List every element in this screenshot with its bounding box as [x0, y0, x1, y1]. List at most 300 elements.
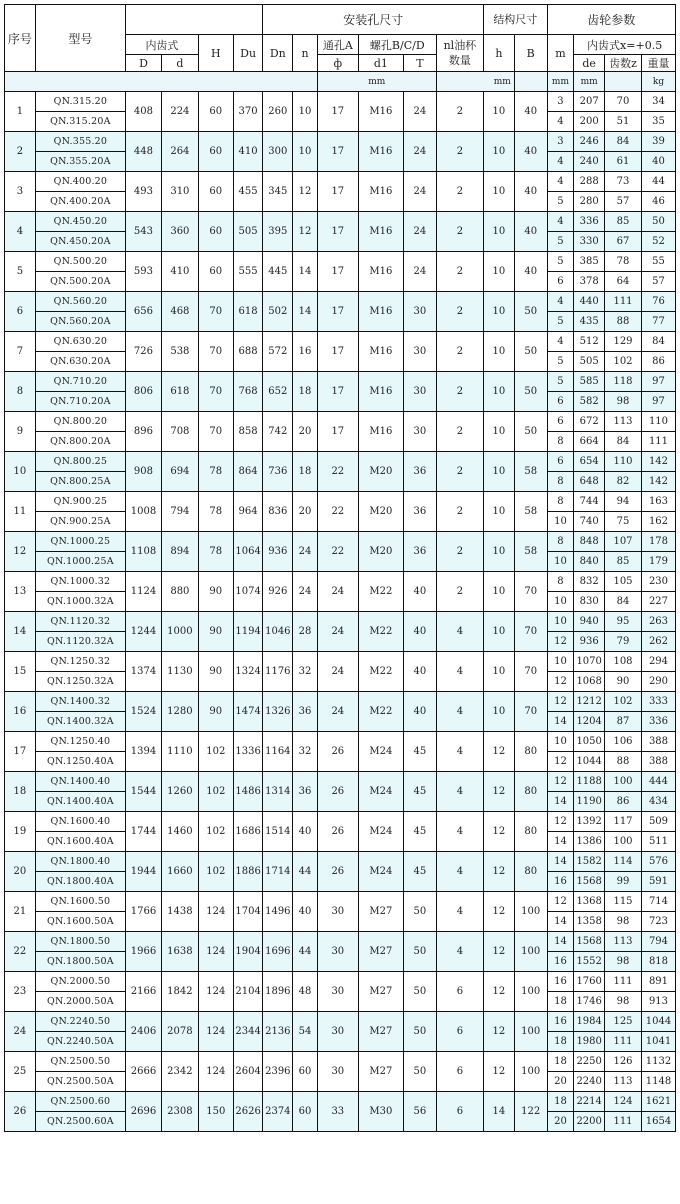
cell-oil-cups: 4	[436, 852, 483, 892]
cell-bolt-d1: M22	[358, 612, 403, 652]
spec-table-container	[4, 4, 676, 1132]
cell-n: 24	[293, 572, 318, 612]
cell-model: QN.900.25A	[35, 512, 125, 532]
cell-d: 360	[161, 212, 198, 252]
cell-seq: 14	[5, 612, 36, 652]
cell-Du: 858	[233, 412, 263, 452]
cell-through-hole: 26	[317, 772, 358, 812]
cell-weight: 511	[641, 832, 675, 852]
header-seq: 序号	[5, 5, 36, 72]
cell-d: 1438	[161, 892, 198, 932]
cell-Du: 1886	[233, 852, 263, 892]
cell-n: 12	[293, 212, 318, 252]
header-internal-x: 内齿式x=+0.5	[574, 35, 676, 55]
table-row	[5, 732, 676, 752]
cell-model: QN.1000.32	[35, 572, 125, 592]
cell-de: 1204	[574, 712, 605, 732]
cell-Dn: 345	[263, 172, 293, 212]
table-row	[5, 892, 676, 912]
cell-D: 408	[126, 92, 162, 132]
header-gear-params: 齿轮参数	[547, 5, 675, 35]
cell-through-hole: 24	[317, 612, 358, 652]
cell-model: QN.315.20A	[35, 112, 125, 132]
cell-teeth: 86	[605, 792, 642, 812]
cell-d: 1842	[161, 972, 198, 1012]
cell-Du: 555	[233, 252, 263, 292]
cell-D: 1008	[126, 492, 162, 532]
cell-model: QN.1600.40A	[35, 832, 125, 852]
cell-teeth: 115	[605, 892, 642, 912]
cell-m: 14	[547, 932, 574, 952]
cell-m: 16	[547, 1012, 574, 1032]
cell-through-hole: 17	[317, 332, 358, 372]
cell-seq: 16	[5, 692, 36, 732]
cell-Dn: 1314	[263, 772, 293, 812]
cell-D: 1394	[126, 732, 162, 772]
cell-model: QN.500.20	[35, 252, 125, 272]
cell-Du: 618	[233, 292, 263, 332]
cell-T: 36	[403, 452, 436, 492]
cell-de: 505	[574, 352, 605, 372]
cell-de: 1212	[574, 692, 605, 712]
cell-weight: 336	[641, 712, 675, 732]
cell-H: 60	[198, 92, 233, 132]
cell-teeth: 117	[605, 812, 642, 832]
cell-seq: 15	[5, 652, 36, 692]
cell-Du: 2344	[233, 1012, 263, 1052]
cell-Du: 2604	[233, 1052, 263, 1092]
cell-B: 70	[514, 612, 547, 652]
cell-model: QN.1000.32A	[35, 592, 125, 612]
cell-through-hole: 22	[317, 492, 358, 532]
cell-H: 90	[198, 572, 233, 612]
cell-teeth: 111	[605, 292, 642, 312]
cell-weight: 576	[641, 852, 675, 872]
cell-bolt-d1: M20	[358, 532, 403, 572]
cell-de: 848	[574, 532, 605, 552]
cell-teeth: 114	[605, 852, 642, 872]
cell-weight: 1654	[641, 1112, 675, 1132]
cell-m: 12	[547, 672, 574, 692]
cell-de: 1568	[574, 872, 605, 892]
cell-oil-cups: 4	[436, 812, 483, 852]
cell-m: 8	[547, 572, 574, 592]
cell-model: QN.2500.50	[35, 1052, 125, 1072]
cell-d: 2078	[161, 1012, 198, 1052]
cell-d: 1660	[161, 852, 198, 892]
cell-Du: 1194	[233, 612, 263, 652]
cell-weight: 230	[641, 572, 675, 592]
table-row	[5, 1012, 676, 1032]
cell-de: 288	[574, 172, 605, 192]
cell-de: 336	[574, 212, 605, 232]
spec-table-body	[5, 5, 676, 1132]
cell-bolt-d1: M16	[358, 212, 403, 252]
cell-de: 1980	[574, 1032, 605, 1052]
cell-de: 936	[574, 632, 605, 652]
cell-bolt-d1: M24	[358, 772, 403, 812]
cell-through-hole: 24	[317, 652, 358, 692]
cell-m: 18	[547, 992, 574, 1012]
table-row	[5, 252, 676, 272]
cell-through-hole: 33	[317, 1092, 358, 1132]
cell-de: 654	[574, 452, 605, 472]
cell-de: 1568	[574, 932, 605, 952]
header-Dn: Dn	[263, 35, 293, 72]
cell-T: 24	[403, 212, 436, 252]
cell-Dn: 936	[263, 532, 293, 572]
cell-T: 24	[403, 252, 436, 292]
cell-de: 240	[574, 152, 605, 172]
cell-D: 1966	[126, 932, 162, 972]
cell-h: 10	[484, 532, 515, 572]
cell-teeth: 84	[605, 432, 642, 452]
cell-weight: 44	[641, 172, 675, 192]
cell-h: 10	[484, 492, 515, 532]
cell-H: 124	[198, 932, 233, 972]
cell-oil-cups: 2	[436, 532, 483, 572]
cell-de: 1552	[574, 952, 605, 972]
cell-model: QN.1120.32	[35, 612, 125, 632]
cell-m: 6	[547, 412, 574, 432]
cell-oil-cups: 2	[436, 172, 483, 212]
cell-Dn: 1496	[263, 892, 293, 932]
header-through-hole: 通孔A	[317, 35, 358, 55]
cell-weight: 1044	[641, 1012, 675, 1032]
cell-teeth: 75	[605, 512, 642, 532]
cell-weight: 86	[641, 352, 675, 372]
cell-teeth: 108	[605, 652, 642, 672]
cell-bolt-d1: M16	[358, 332, 403, 372]
cell-weight: 388	[641, 732, 675, 752]
unit-m-mm: mm	[547, 72, 574, 92]
cell-D: 1766	[126, 892, 162, 932]
cell-Du: 1324	[233, 652, 263, 692]
header-B: B	[514, 35, 547, 72]
cell-h: 12	[484, 852, 515, 892]
cell-T: 24	[403, 132, 436, 172]
cell-teeth: 57	[605, 192, 642, 212]
cell-H: 78	[198, 452, 233, 492]
cell-oil-cups: 2	[436, 92, 483, 132]
cell-teeth: 73	[605, 172, 642, 192]
cell-teeth: 85	[605, 212, 642, 232]
cell-h: 12	[484, 932, 515, 972]
cell-de: 740	[574, 512, 605, 532]
cell-n: 14	[293, 252, 318, 292]
table-row	[5, 532, 676, 552]
cell-through-hole: 17	[317, 212, 358, 252]
cell-weight: 179	[641, 552, 675, 572]
cell-de: 1582	[574, 852, 605, 872]
cell-T: 50	[403, 1052, 436, 1092]
cell-bolt-d1: M24	[358, 812, 403, 852]
cell-m: 12	[547, 752, 574, 772]
cell-teeth: 70	[605, 92, 642, 112]
cell-B: 40	[514, 252, 547, 292]
cell-bolt-d1: M27	[358, 972, 403, 1012]
table-row	[5, 1092, 676, 1112]
cell-n: 14	[293, 292, 318, 332]
cell-D: 908	[126, 452, 162, 492]
unit-weight-kg: kg	[641, 72, 675, 92]
cell-weight: 714	[641, 892, 675, 912]
cell-oil-cups: 6	[436, 1012, 483, 1052]
cell-seq: 26	[5, 1092, 36, 1132]
cell-de: 1984	[574, 1012, 605, 1032]
cell-m: 5	[547, 352, 574, 372]
cell-model: QN.2240.50A	[35, 1032, 125, 1052]
cell-bolt-d1: M27	[358, 932, 403, 972]
cell-T: 45	[403, 772, 436, 812]
cell-T: 40	[403, 652, 436, 692]
cell-h: 10	[484, 372, 515, 412]
cell-h: 10	[484, 332, 515, 372]
cell-d: 310	[161, 172, 198, 212]
cell-B: 70	[514, 692, 547, 732]
cell-de: 648	[574, 472, 605, 492]
cell-weight: 227	[641, 592, 675, 612]
cell-D: 896	[126, 412, 162, 452]
unit-structure-mm: mm	[436, 72, 514, 92]
cell-through-hole: 26	[317, 732, 358, 772]
cell-d: 1260	[161, 772, 198, 812]
cell-h: 12	[484, 1012, 515, 1052]
cell-teeth: 85	[605, 552, 642, 572]
cell-model: QN.400.20	[35, 172, 125, 192]
cell-h: 10	[484, 252, 515, 292]
cell-Du: 2626	[233, 1092, 263, 1132]
cell-de: 246	[574, 132, 605, 152]
cell-H: 60	[198, 212, 233, 252]
cell-T: 50	[403, 1012, 436, 1052]
cell-H: 70	[198, 332, 233, 372]
header-d1: d1	[358, 55, 403, 72]
cell-m: 6	[547, 392, 574, 412]
cell-B: 100	[514, 932, 547, 972]
cell-T: 40	[403, 572, 436, 612]
cell-oil-cups: 2	[436, 332, 483, 372]
cell-n: 32	[293, 732, 318, 772]
cell-seq: 18	[5, 772, 36, 812]
cell-B: 58	[514, 452, 547, 492]
cell-model: QN.1400.32A	[35, 712, 125, 732]
cell-teeth: 106	[605, 732, 642, 752]
cell-D: 1944	[126, 852, 162, 892]
cell-d: 1130	[161, 652, 198, 692]
cell-seq: 9	[5, 412, 36, 452]
cell-through-hole: 30	[317, 1012, 358, 1052]
cell-through-hole: 17	[317, 92, 358, 132]
cell-teeth: 124	[605, 1092, 642, 1112]
header-H: H	[198, 35, 233, 72]
cell-T: 36	[403, 492, 436, 532]
cell-oil-cups: 2	[436, 412, 483, 452]
cell-teeth: 78	[605, 252, 642, 272]
cell-n: 40	[293, 812, 318, 852]
table-row	[5, 1052, 676, 1072]
cell-Du: 410	[233, 132, 263, 172]
cell-through-hole: 17	[317, 412, 358, 452]
cell-oil-cups: 2	[436, 252, 483, 292]
cell-weight: 57	[641, 272, 675, 292]
cell-teeth: 88	[605, 752, 642, 772]
cell-B: 50	[514, 332, 547, 372]
cell-weight: 52	[641, 232, 675, 252]
cell-H: 60	[198, 252, 233, 292]
cell-seq: 10	[5, 452, 36, 492]
header-blank-1	[126, 5, 263, 35]
cell-teeth: 126	[605, 1052, 642, 1072]
cell-through-hole: 17	[317, 292, 358, 332]
cell-weight: 723	[641, 912, 675, 932]
cell-model: QN.2240.50	[35, 1012, 125, 1032]
cell-seq: 11	[5, 492, 36, 532]
cell-oil-cups: 2	[436, 132, 483, 172]
cell-m: 4	[547, 172, 574, 192]
cell-d: 1460	[161, 812, 198, 852]
cell-D: 543	[126, 212, 162, 252]
cell-n: 48	[293, 972, 318, 1012]
cell-B: 100	[514, 1012, 547, 1052]
cell-teeth: 94	[605, 492, 642, 512]
cell-bolt-d1: M16	[358, 372, 403, 412]
cell-Dn: 2374	[263, 1092, 293, 1132]
cell-Du: 688	[233, 332, 263, 372]
cell-n: 40	[293, 892, 318, 932]
cell-d: 880	[161, 572, 198, 612]
cell-bolt-d1: M16	[358, 252, 403, 292]
cell-d: 618	[161, 372, 198, 412]
cell-teeth: 111	[605, 1032, 642, 1052]
cell-model: QN.1250.40A	[35, 752, 125, 772]
cell-d: 708	[161, 412, 198, 452]
cell-teeth: 110	[605, 452, 642, 472]
cell-bolt-d1: M27	[358, 892, 403, 932]
cell-D: 806	[126, 372, 162, 412]
header-h: h	[484, 35, 515, 72]
cell-m: 16	[547, 872, 574, 892]
cell-teeth: 51	[605, 112, 642, 132]
cell-n: 32	[293, 652, 318, 692]
cell-teeth: 98	[605, 992, 642, 1012]
cell-de: 1068	[574, 672, 605, 692]
cell-m: 8	[547, 472, 574, 492]
cell-model: QN.2500.60A	[35, 1112, 125, 1132]
cell-H: 90	[198, 692, 233, 732]
cell-teeth: 107	[605, 532, 642, 552]
cell-n: 10	[293, 132, 318, 172]
cell-de: 280	[574, 192, 605, 212]
cell-de: 1746	[574, 992, 605, 1012]
cell-model: QN.355.20	[35, 132, 125, 152]
cell-through-hole: 30	[317, 1052, 358, 1092]
cell-D: 2406	[126, 1012, 162, 1052]
cell-d: 1000	[161, 612, 198, 652]
cell-weight: 1132	[641, 1052, 675, 1072]
cell-h: 10	[484, 412, 515, 452]
cell-d: 2342	[161, 1052, 198, 1092]
cell-m: 20	[547, 1072, 574, 1092]
cell-B: 80	[514, 812, 547, 852]
table-row	[5, 132, 676, 152]
cell-weight: 40	[641, 152, 675, 172]
cell-through-hole: 30	[317, 932, 358, 972]
cell-through-hole: 24	[317, 572, 358, 612]
table-row	[5, 772, 676, 792]
cell-weight: 294	[641, 652, 675, 672]
cell-weight: 262	[641, 632, 675, 652]
cell-m: 14	[547, 792, 574, 812]
cell-B: 80	[514, 772, 547, 812]
cell-teeth: 95	[605, 612, 642, 632]
cell-d: 410	[161, 252, 198, 292]
cell-through-hole: 30	[317, 972, 358, 1012]
cell-B: 40	[514, 132, 547, 172]
cell-through-hole: 24	[317, 692, 358, 732]
cell-model: QN.1600.40	[35, 812, 125, 832]
cell-model: QN.1800.50A	[35, 952, 125, 972]
cell-m: 6	[547, 452, 574, 472]
cell-bolt-d1: M16	[358, 292, 403, 332]
cell-weight: 97	[641, 372, 675, 392]
table-row	[5, 452, 676, 472]
cell-d: 468	[161, 292, 198, 332]
cell-seq: 7	[5, 332, 36, 372]
cell-teeth: 125	[605, 1012, 642, 1032]
cell-de: 1358	[574, 912, 605, 932]
cell-oil-cups: 2	[436, 212, 483, 252]
cell-B: 122	[514, 1092, 547, 1132]
cell-de: 1050	[574, 732, 605, 752]
cell-D: 448	[126, 132, 162, 172]
cell-weight: 434	[641, 792, 675, 812]
cell-H: 78	[198, 532, 233, 572]
cell-n: 54	[293, 1012, 318, 1052]
cell-de: 832	[574, 572, 605, 592]
cell-m: 4	[547, 212, 574, 232]
cell-T: 30	[403, 332, 436, 372]
cell-H: 70	[198, 412, 233, 452]
cell-model: QN.1000.25A	[35, 552, 125, 572]
cell-weight: 34	[641, 92, 675, 112]
cell-teeth: 113	[605, 412, 642, 432]
cell-bolt-d1: M16	[358, 132, 403, 172]
cell-model: QN.450.20	[35, 212, 125, 232]
cell-m: 3	[547, 132, 574, 152]
cell-seq: 23	[5, 972, 36, 1012]
cell-Dn: 395	[263, 212, 293, 252]
cell-Dn: 736	[263, 452, 293, 492]
cell-B: 40	[514, 92, 547, 132]
cell-de: 664	[574, 432, 605, 452]
cell-weight: 162	[641, 512, 675, 532]
cell-weight: 794	[641, 932, 675, 952]
cell-de: 1386	[574, 832, 605, 852]
cell-m: 10	[547, 592, 574, 612]
cell-Dn: 1046	[263, 612, 293, 652]
cell-T: 24	[403, 172, 436, 212]
cell-bolt-d1: M16	[358, 92, 403, 132]
cell-m: 10	[547, 552, 574, 572]
header-n: n	[293, 35, 318, 72]
cell-m: 4	[547, 332, 574, 352]
cell-Dn: 926	[263, 572, 293, 612]
cell-de: 2250	[574, 1052, 605, 1072]
cell-B: 50	[514, 372, 547, 412]
cell-de: 744	[574, 492, 605, 512]
cell-Du: 505	[233, 212, 263, 252]
